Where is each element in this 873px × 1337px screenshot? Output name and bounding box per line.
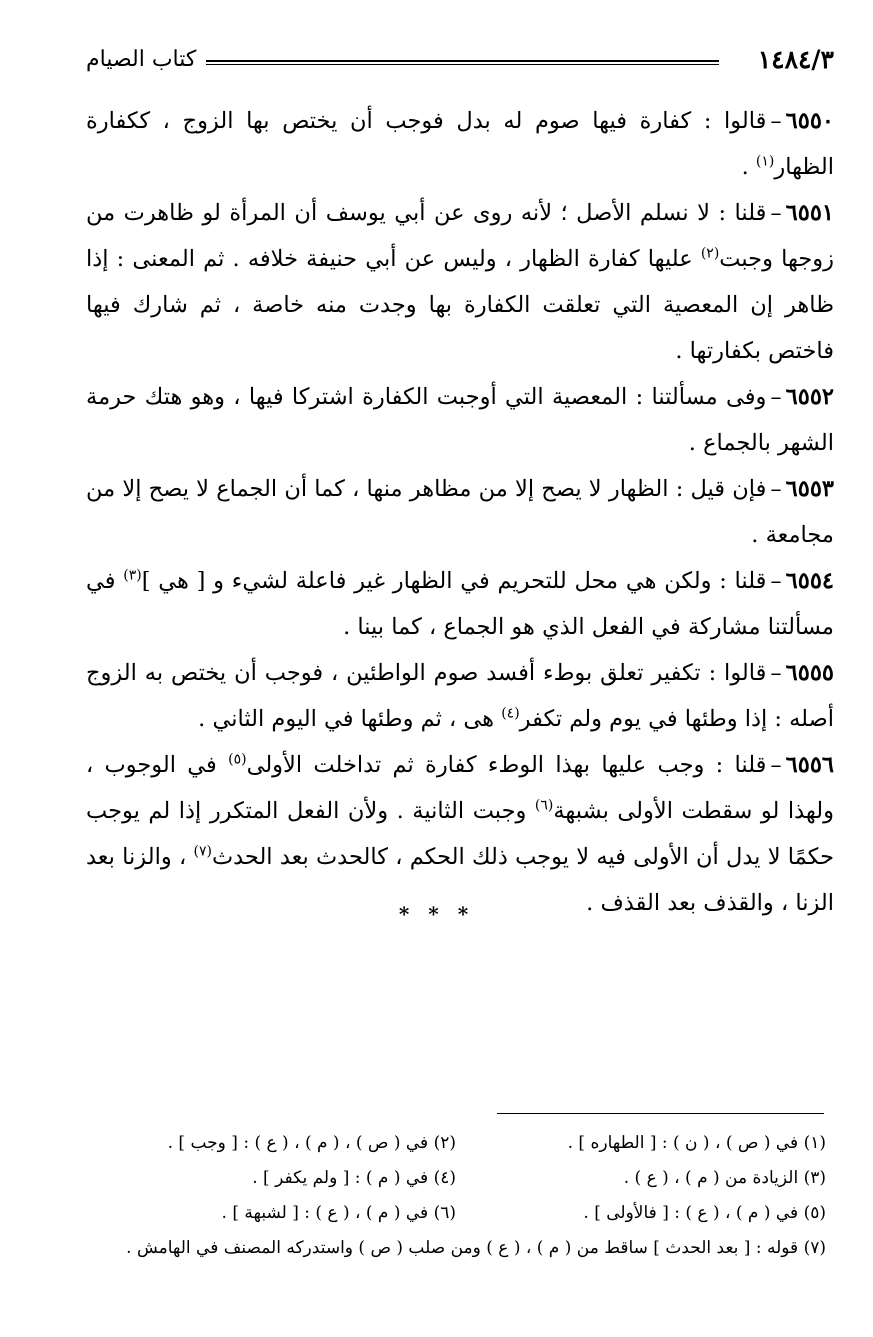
paragraph-text: قلنا : ولكن هي محل للتحريم في الظهار غير فاعلة لشيء و [ هي ] — [141, 568, 767, 594]
paragraph-dash: – — [770, 200, 782, 226]
paragraph-dash: – — [770, 476, 782, 502]
paragraph-text: . — [741, 154, 756, 180]
paragraph — [86, 374, 834, 466]
footnotes — [86, 1126, 826, 1266]
main-text — [86, 98, 834, 926]
paragraph — [86, 558, 834, 650]
footnote-row — [86, 1231, 826, 1266]
paragraph-number: ٦٥٥٥ — [785, 660, 834, 686]
header-rule — [206, 60, 719, 65]
footnote-ref: (٤) — [501, 705, 520, 722]
footnote-7: (٧) قوله : [ بعد الحدث ] ساقط من ( م ) ، ( ع ) ومن صلب ( ص ) واستدركه المصنف في الهامش . — [126, 1238, 826, 1258]
section-separator: * * * — [398, 902, 475, 926]
paragraph-text: عليها كفارة الظهار ، وليس عن أبي حنيفة خلافه . ثم المعنى : إذا ظاهر إن المعصية التي تعلقت الكفارة بها وجدت منه خاصة ، ثم شارك فيها فاختص بكفارتها . — [86, 246, 834, 364]
paragraph-text: ، والزنا بعد الزنا ، والقذف بعد القذف . — [86, 844, 834, 916]
footnote-ref: (١) — [755, 153, 775, 170]
footnote-ref: (٦) — [534, 797, 554, 814]
footnote-row — [86, 1196, 826, 1231]
paragraph-text: قلنا : وجب عليها بهذا الوطء كفارة ثم تداخلت الأولى — [246, 752, 767, 778]
paragraph — [86, 466, 834, 558]
footnote-row — [86, 1126, 826, 1161]
paragraph-dash: – — [770, 108, 782, 134]
paragraph-number: ٦٥٥٣ — [785, 476, 834, 502]
paragraph-number: ٦٥٥٢ — [785, 384, 834, 410]
paragraph-text: في الوجوب ، ولهذا لو سقطت الأولى بشبهة — [86, 752, 834, 824]
page-number: ١٤٨٤/٣ — [757, 45, 834, 74]
paragraph-text: قلنا : لا نسلم الأصل ؛ لأنه روى عن أبي يوسف أن المرأة لو ظاهرت من زوجها وجبت — [86, 200, 834, 272]
footnote-5: (٥) في ( م ) ، ( ع ) : [ فالأولى ] . — [583, 1203, 826, 1223]
paragraph-text: هى ، ثم وطئها في اليوم الثاني . — [198, 706, 502, 732]
paragraph-number: ٦٥٥٦ — [785, 752, 835, 778]
paragraph — [86, 190, 834, 374]
book-title: كتاب الصيام — [86, 47, 197, 72]
footnote-rule — [497, 1113, 824, 1114]
footnote-4: (٤) في ( م ) : [ ولم يكفر ] . — [252, 1168, 456, 1188]
paragraph-text: قالوا : تكفير تعلق بوطء أفسد صوم الواطئين ، فوجب أن يختص به الزوج أصله : إذا وطئها في يوم ولم تكفر — [86, 660, 834, 732]
paragraph — [86, 650, 834, 742]
paragraph-number: ٦٥٥٠ — [785, 108, 834, 134]
footnote-3: (٣) الزيادة من ( م ) ، ( ع ) . — [623, 1168, 826, 1188]
footnote-ref: (٣) — [123, 567, 142, 584]
footnote-ref: (٢) — [700, 245, 720, 262]
paragraph-text: وجبت الثانية . ولأن الفعل المتكرر إذا لم يوجب حكمًا لا يدل أن الأولى فيه لا يوجب ذلك الحكم ، كالحدث بعد الحدث — [86, 798, 834, 870]
paragraph — [86, 742, 834, 926]
footnote-6: (٦) في ( م ) ، ( ع ) : [ لشبهة ] . — [221, 1203, 456, 1223]
paragraph-text: فإن قيل : الظهار لا يصح إلا من مظاهر منها ، كما أن الجماع لا يصح إلا من مجامعة . — [86, 476, 834, 548]
paragraph-number: ٦٥٥١ — [785, 200, 834, 226]
paragraph-dash: – — [770, 568, 782, 594]
paragraph-dash: – — [770, 660, 782, 686]
paragraph-text: في مسألتنا مشاركة في الفعل الذي هو الجماع ، كما بينا . — [86, 568, 834, 640]
paragraph-text: وفى مسألتنا : المعصية التي أوجبت الكفارة اشتركا فيها ، وهو هتك حرمة الشهر بالجماع . — [86, 384, 834, 456]
footnote-1: (١) في ( ص ) ، ( ن ) : [ الطهاره ] . — [567, 1133, 826, 1153]
paragraph-dash: – — [770, 384, 782, 410]
footnote-ref: (٥) — [228, 751, 247, 768]
paragraph-number: ٦٥٥٤ — [785, 568, 834, 594]
footnote-row — [86, 1161, 826, 1196]
paragraph — [86, 98, 834, 190]
paragraph-text: قالوا : كفارة فيها صوم له بدل فوجب أن يختص بها الزوج ، ككفارة الظهار — [86, 108, 834, 180]
page-header — [86, 40, 834, 80]
footnote-2: (٢) في ( ص ) ، ( م ) ، ( ع ) : [ وجب ] . — [167, 1133, 456, 1153]
footnote-ref: (٧) — [193, 843, 212, 860]
paragraph-dash: – — [770, 752, 782, 778]
